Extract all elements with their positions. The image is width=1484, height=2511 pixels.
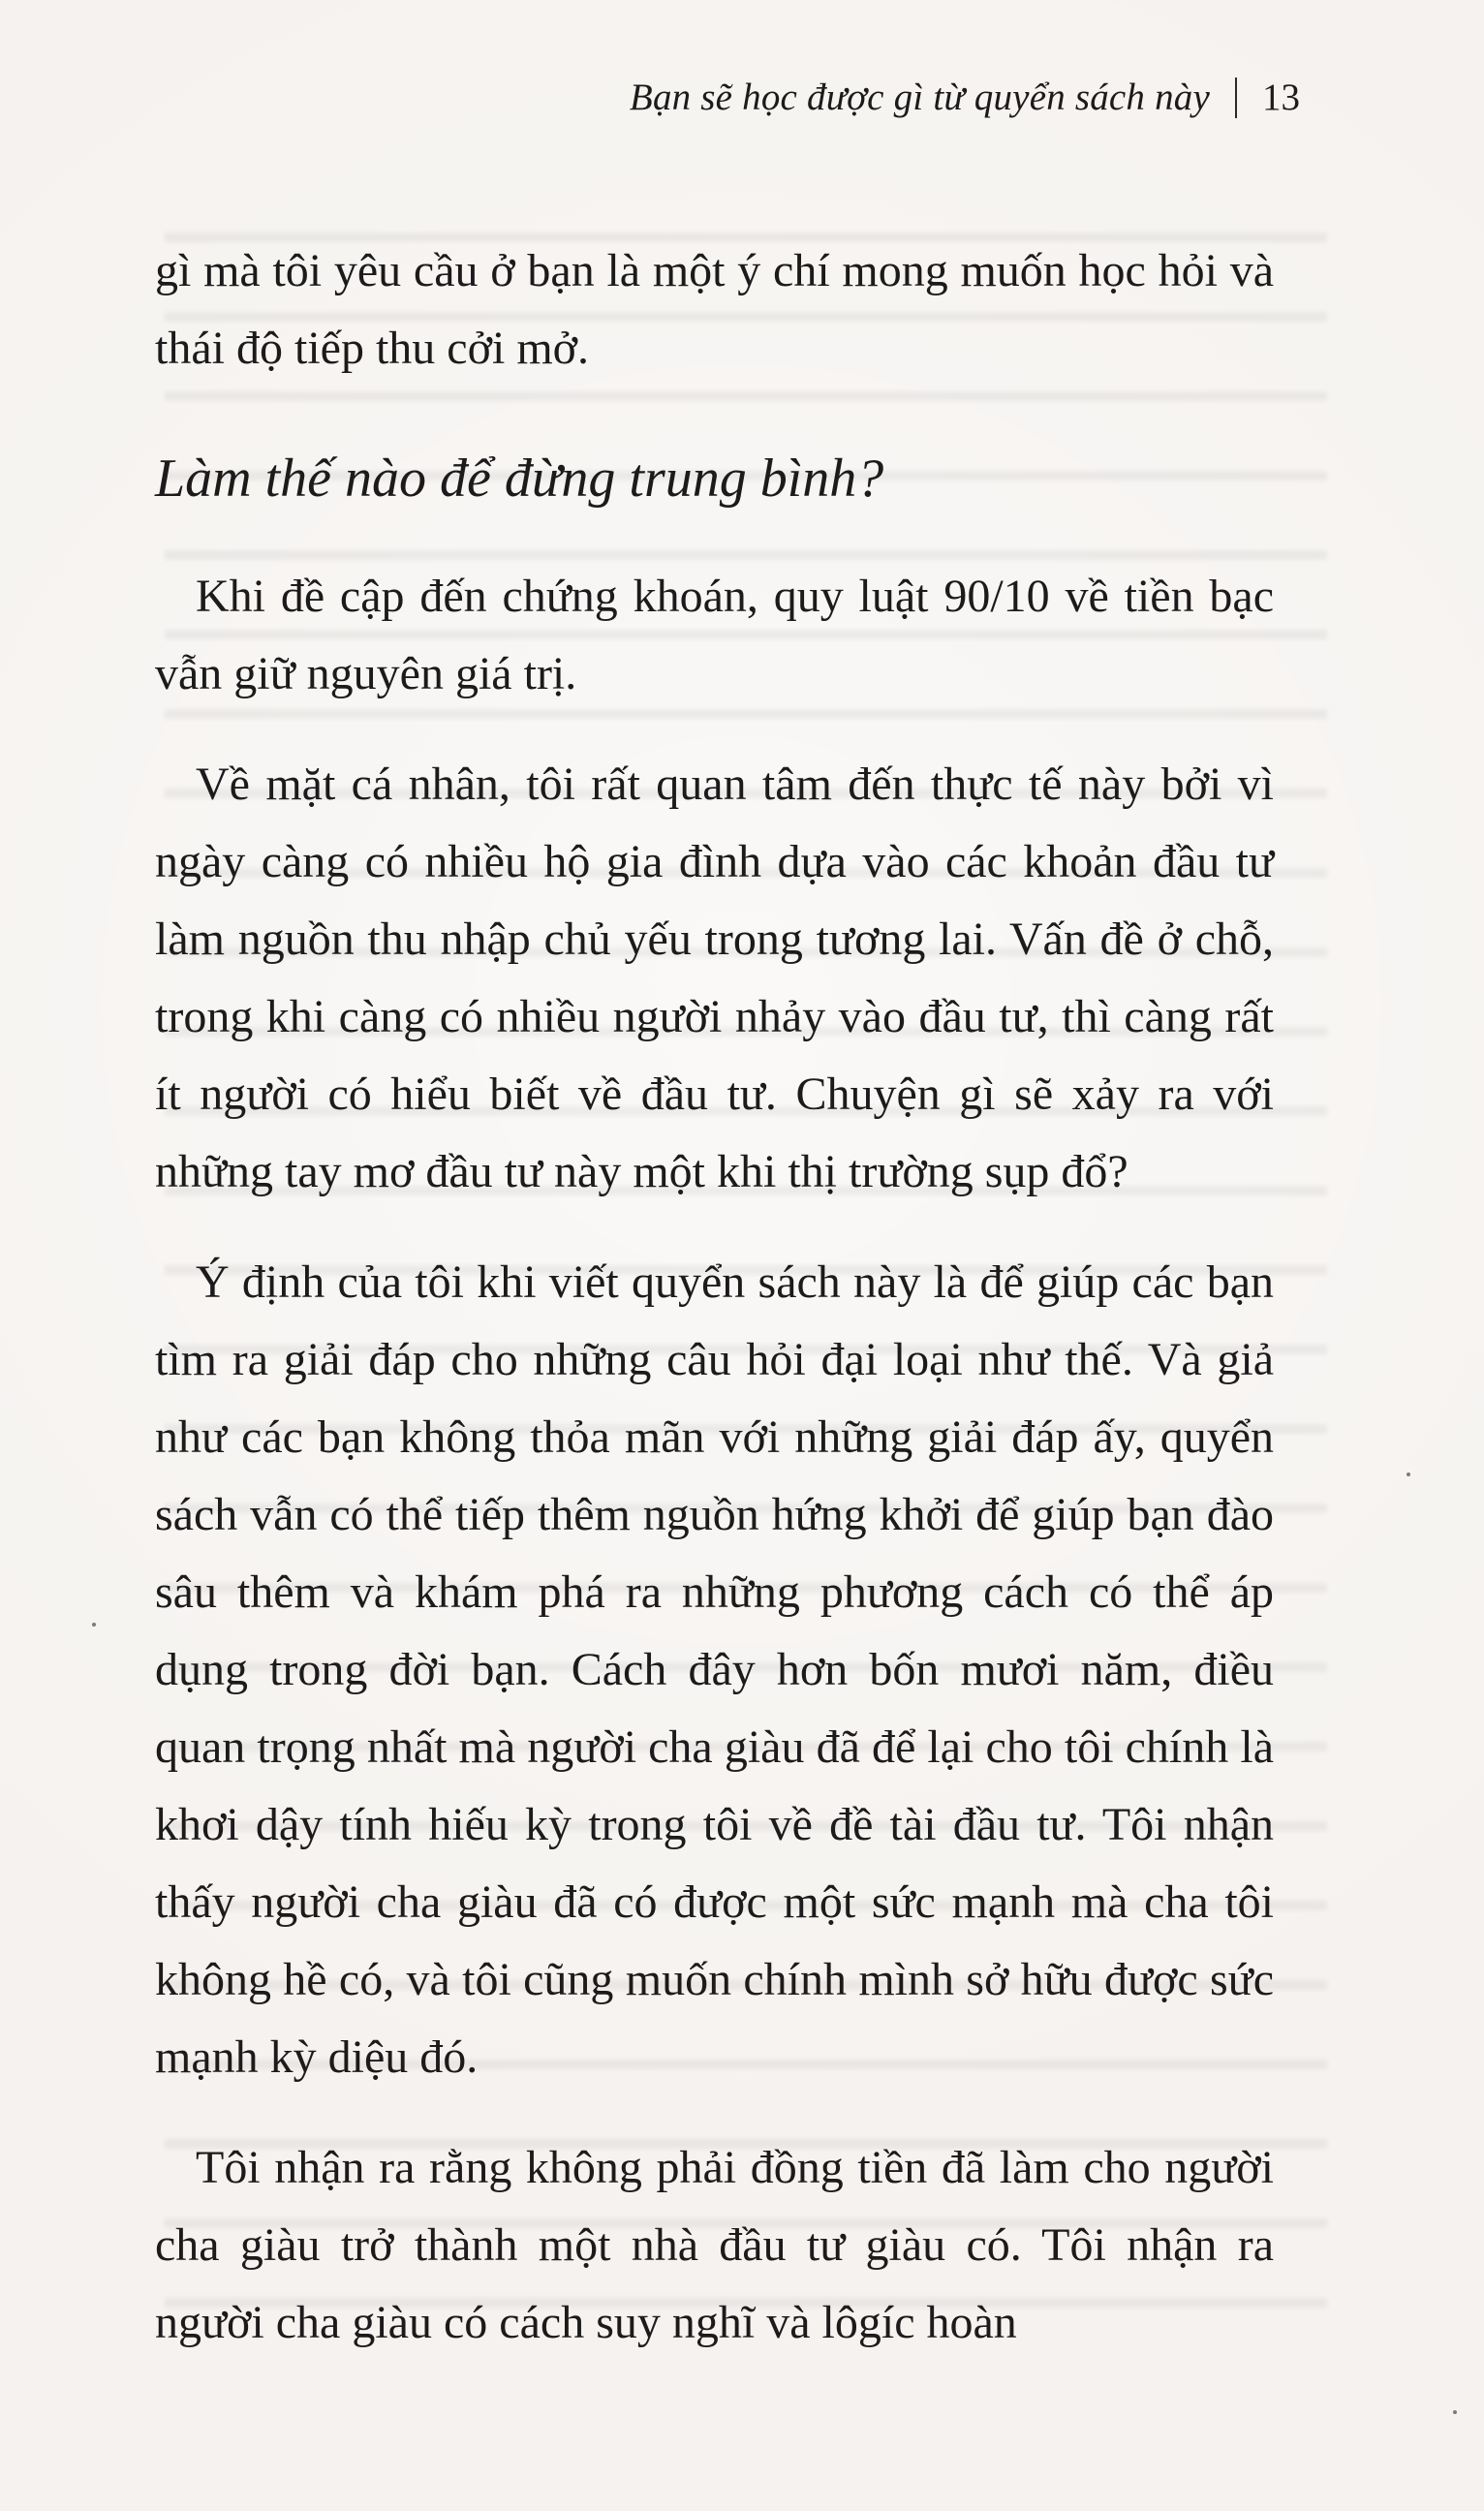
paragraph-chung-khoan: Khi đề cập đến chứng khoán, quy luật 90/10 về tiền bạc vẫn giữ nguyên giá trị.: [155, 571, 1274, 699]
page-number: 13: [1262, 77, 1300, 118]
paper-speck: [1407, 1472, 1410, 1476]
paragraph-nhan-ra: Tôi nhận ra rằng không phải đồng tiền đã làm cho người cha giàu trở thành một nhà đầu tư giàu có. Tôi nhận ra người cha giàu có cách suy nghĩ và lôgíc hoàn: [155, 2142, 1274, 2348]
running-title: Bạn sẽ học được gì từ quyển sách này: [629, 77, 1210, 118]
paragraph-continuation: gì mà tôi yêu cầu ở bạn là một ý chí mong muốn học hỏi và thái độ tiếp thu cởi mở.: [155, 245, 1274, 374]
paragraph-ca-nhan: Về mặt cá nhân, tôi rất quan tâm đến thực tế này bởi vì ngày càng có nhiều hộ gia đình dựa vào các khoản đầu tư làm nguồn thu nhập chủ yếu trong tương lai. Vấn đề ở chỗ, trong khi càng có nhiều người nhảy vào đầu tư, thì càng rất ít người có hiểu biết về đầu tư. Chuyện gì sẽ xảy ra với những tay mơ đầu tư này một khi thị trường sụp đổ?: [155, 759, 1274, 1197]
header-divider: [1235, 78, 1237, 118]
paragraph-y-dinh: Ý định của tôi khi viết quyển sách này là để giúp các bạn tìm ra giải đáp cho những câu hỏi đại loại như thế. Và giả như các bạn không thỏa mãn với những giải đáp ấy, quyển sách vẫn có thể tiếp thêm nguồn hứng khởi để giúp bạn đào sâu thêm và khám phá ra những phương cách có thể áp dụng trong đời bạn. Cách đây hơn bốn mươi năm, điều quan trọng nhất mà người cha giàu đã để lại cho tôi chính là khơi dậy tính hiếu kỳ trong tôi về đề tài đầu tư. Tôi nhận thấy người cha giàu đã có được một sức mạnh mà cha tôi không hề có, và tôi cũng muốn chính mình sở hữu được sức mạnh kỳ diệu đó.: [155, 1256, 1274, 2083]
section-heading: Làm thế nào để đừng trung bình?: [155, 449, 884, 509]
paper-speck: [1453, 2410, 1457, 2414]
paper-speck: [92, 1623, 96, 1627]
page-header: [630, 76, 1300, 119]
page-content: [155, 232, 1274, 2395]
